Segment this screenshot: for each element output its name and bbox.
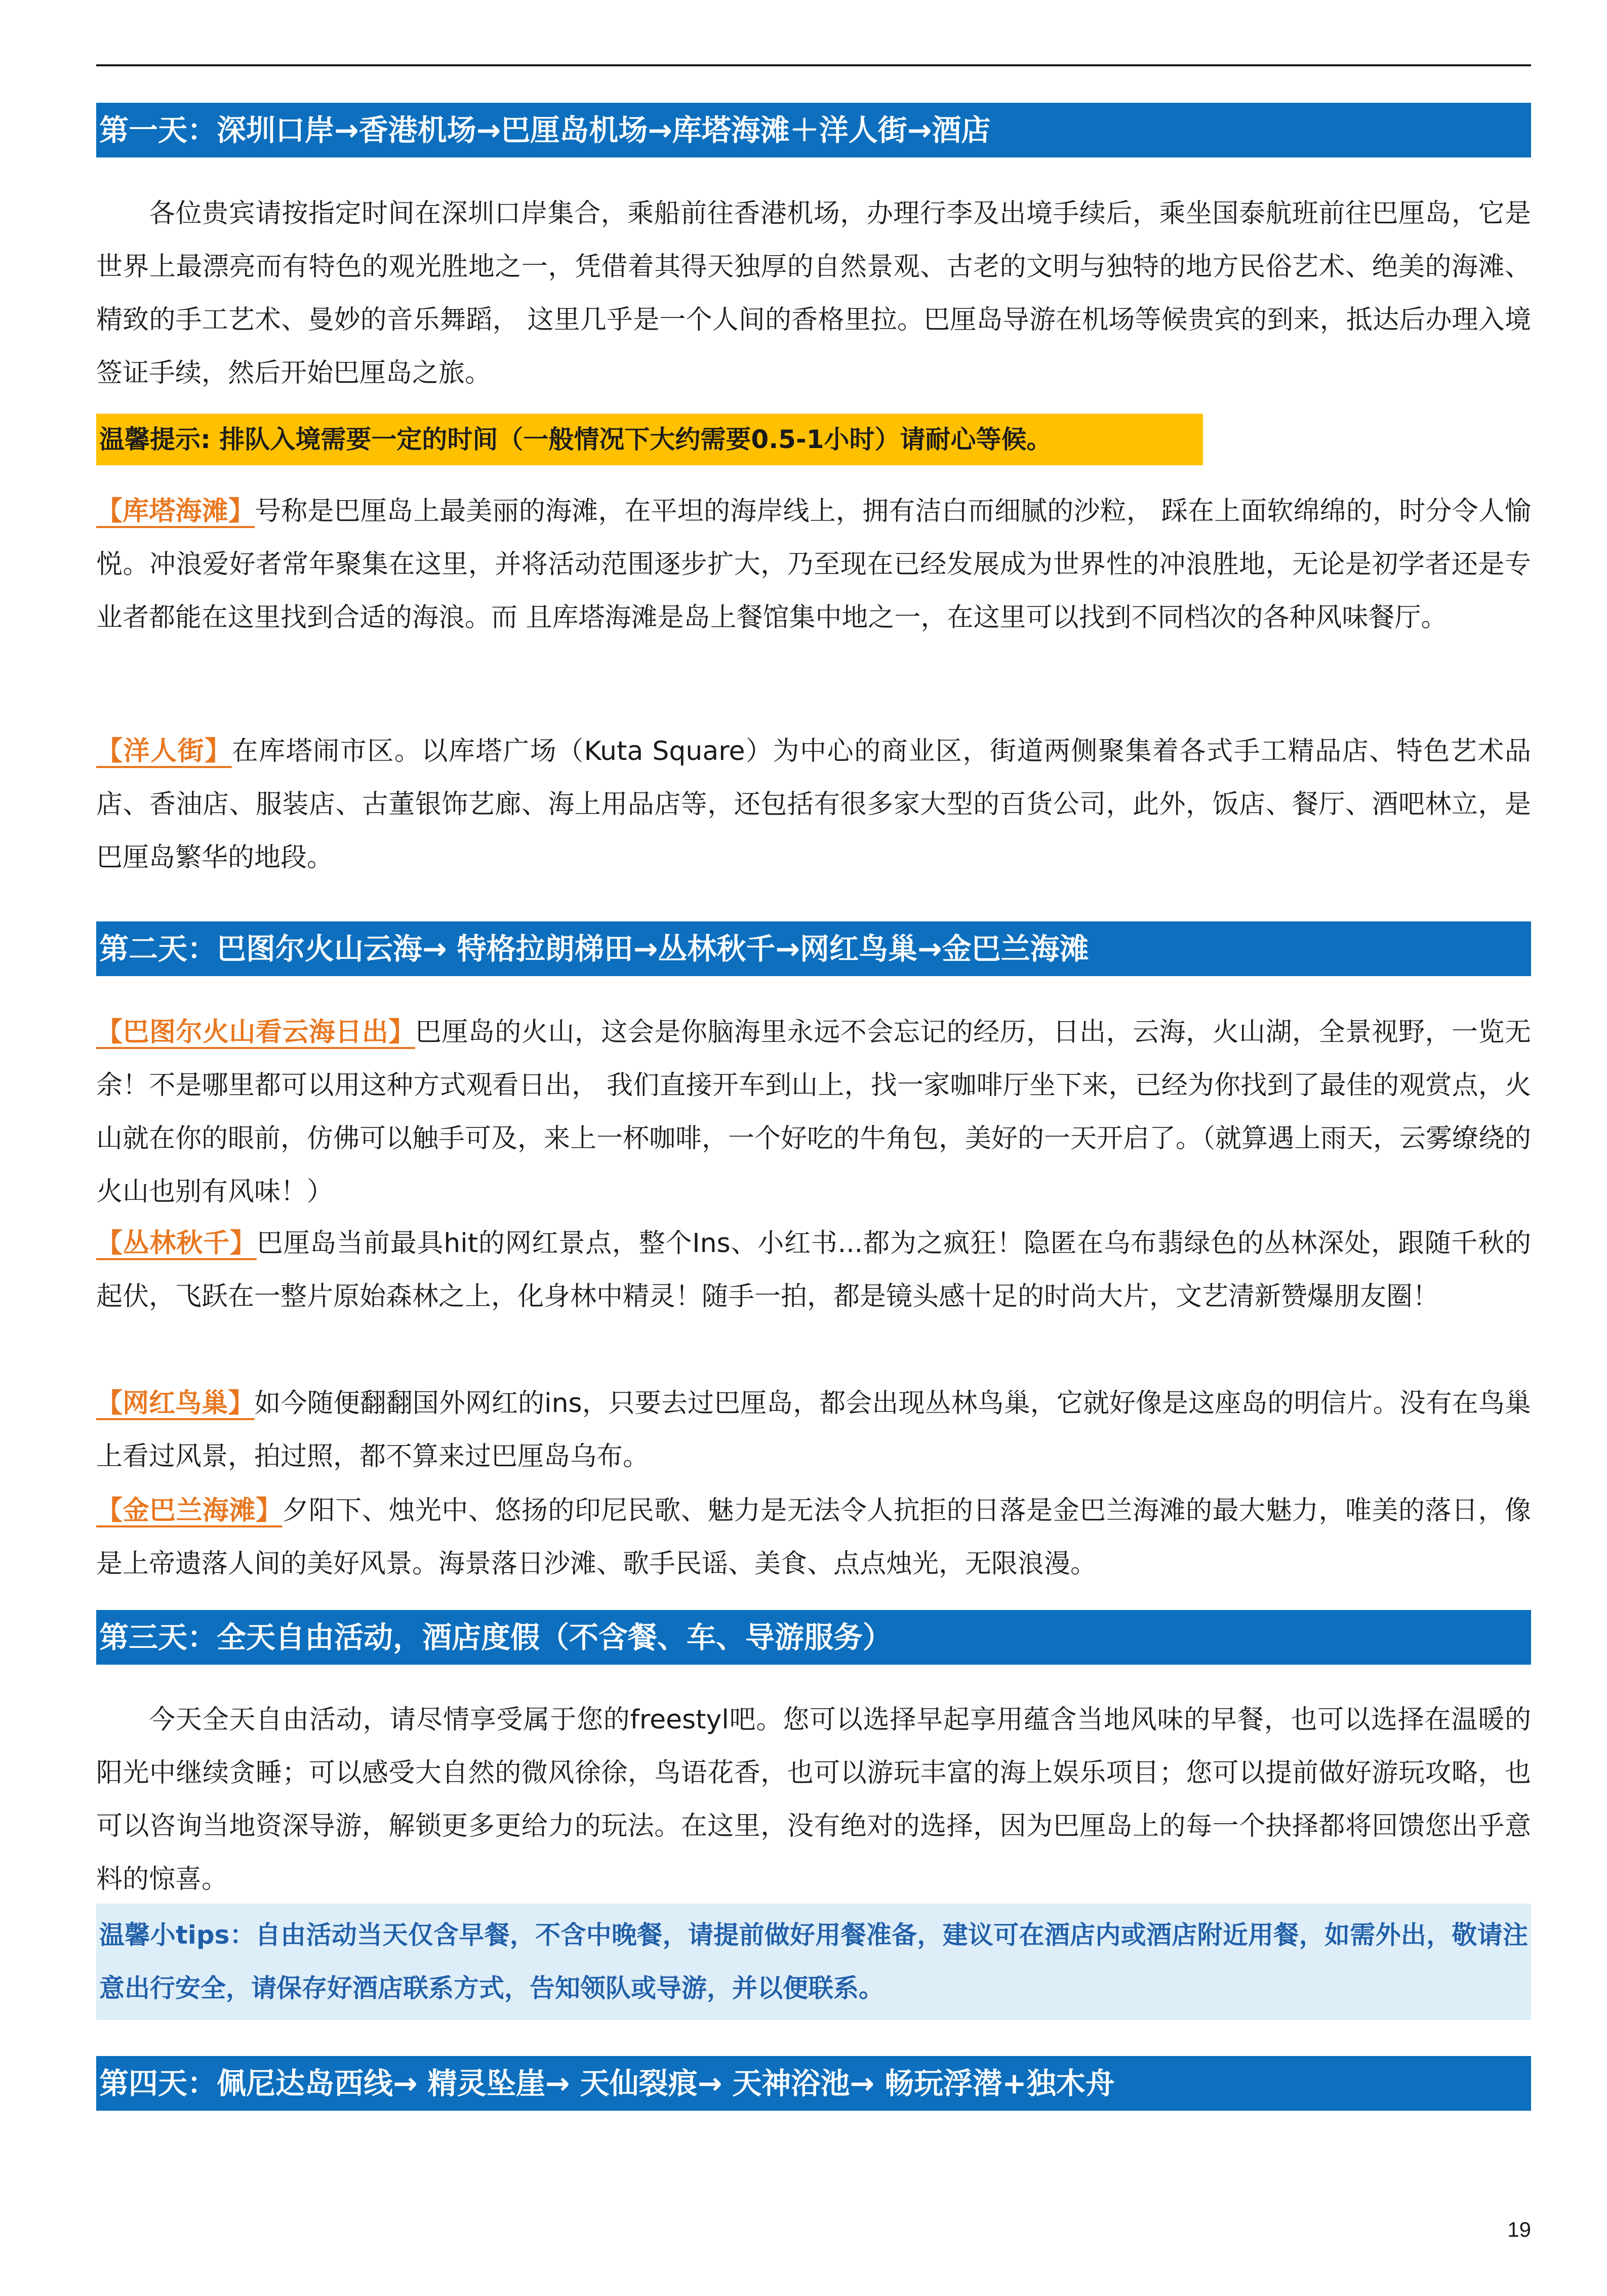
spot-tag: 【洋人街】	[96, 736, 232, 767]
day1-spot-kuta	[96, 485, 1531, 645]
spot-text: 如今随便翻翻国外网红的ins，只要去过巴厘岛，都会出现丛林鸟巢，它就好像是这座岛的明信片。没有在鸟巢上看过风景，拍过照，都不算来过巴厘岛乌布。	[96, 1388, 1531, 1472]
day3-tip: 温馨小tips：自由活动当天仅含早餐，不含中晚餐，请提前做好用餐准备，建议可在酒店内或酒店附近用餐，如需外出，敬请注意出行安全，请保存好酒店联系方式，告知领队或导游，并以便联系。	[96, 1904, 1531, 2020]
spot-text: 夕阳下、烛光中、悠扬的印尼民歌、魅力是无法令人抗拒的日落是金巴兰海滩的最大魅力，唯美的落日，像是上帝遗落人间的美好风景。海景落日沙滩、歌手民谣、美食、点点烛光，无限浪漫。	[96, 1496, 1531, 1579]
page-number: 19	[1507, 2218, 1531, 2241]
day2-spot-jimbaran	[96, 1484, 1531, 1591]
spot-text: 巴厘岛当前最具hit的网红景点，整个Ins、小红书...都为之疯狂！隐匿在乌布翡绿色的丛林深处，跟随千秋的起伏，飞跃在一整片原始森林之上，化身林中精灵！随手一拍，都是镜头感十足的时尚大片，文艺清新赞爆朋友圈！	[96, 1228, 1531, 1312]
spot-tag: 【金巴兰海滩】	[96, 1496, 283, 1526]
spot-tag: 【巴图尔火山看云海日出】	[96, 1017, 415, 1048]
spot-tag: 【丛林秋千】	[96, 1228, 257, 1259]
day4-heading: 第四天：佩尼达岛西线→ 精灵坠崖→ 天仙裂痕→ 天神浴池→ 畅玩浮潜+独木舟	[96, 2056, 1531, 2111]
day1-heading: 第一天：深圳口岸→香港机场→巴厘岛机场→库塔海滩＋洋人街→酒店	[96, 103, 1531, 157]
day1-spot-legian	[96, 725, 1531, 884]
spot-text: 巴厘岛的火山，这会是你脑海里永远不会忘记的经历，日出，云海，火山湖，全景视野，一览无余！不是哪里都可以用这种方式观看日出， 我们直接开车到山上，找一家咖啡厅坐下来，已经为你找到了最佳的观赏点，火山就在你的眼前，仿佛可以触手可及，来上一杯咖啡，一个好吃的牛角包，美好的一天开启了。（就算遇上雨天，云雾缭绕的火山也别有风味！）	[96, 1017, 1532, 1207]
spot-tag: 【库塔海滩】	[96, 496, 255, 527]
spot-tag: 【网红鸟巢】	[96, 1388, 255, 1419]
day2-spot-swing	[96, 1217, 1531, 1323]
spot-text: 在库塔闹市区。以库塔广场（Kuta Square）为中心的商业区，街道两侧聚集着各式手工精品店、特色艺术品店、香油店、服装店、古董银饰艺廊、海上用品店等，还包括有很多家大型的百货公司，此外，饭店、餐厅、酒吧林立，是巴厘岛繁华的地段。	[96, 736, 1531, 873]
day2-spot-nest	[96, 1377, 1531, 1483]
day3-intro-text: 今天全天自由活动，请尽情享受属于您的freestyl吧。您可以选择早起享用蕴含当地风味的早餐，也可以选择在温暖的阳光中继续贪睡；可以感受大自然的微风徐徐，鸟语花香，也可以游玩丰富的海上娱乐项目；您可以提前做好游玩攻略，也可以咨询当地资深导游，解锁更多更给力的玩法。在这里，没有绝对的选择，因为巴厘岛上的每一个抉择都将回馈您出乎意料的惊喜。	[96, 1705, 1531, 1895]
day3-heading: 第三天：全天自由活动，酒店度假（不含餐、车、导游服务）	[96, 1610, 1531, 1665]
day2-spot-batur	[96, 1006, 1531, 1219]
day3-intro	[96, 1694, 1531, 1906]
day1-intro	[96, 187, 1531, 400]
day1-intro-text: 各位贵宾请按指定时间在深圳口岸集合，乘船前往香港机场，办理行李及出境手续后，乘坐国泰航班前往巴厘岛，它是世界上最漂亮而有特色的观光胜地之一，凭借着其得天独厚的自然景观、古老的文明与独特的地方民俗艺术、绝美的海滩、精致的手工艺术、曼妙的音乐舞蹈， 这里几乎是一个人间的香格里拉。巴厘岛导游在机场等候贵宾的到来，抵达后办理入境签证手续，然后开始巴厘岛之旅。	[96, 198, 1531, 388]
spot-text: 号称是巴厘岛上最美丽的海滩，在平坦的海岸线上，拥有洁白而细腻的沙粒， 踩在上面软绵绵的，时分令人愉悦。冲浪爱好者常年聚集在这里，并将活动范围逐步扩大，乃至现在已经发展成为世界性的冲浪胜地，无论是初学者还是专业者都能在这里找到合适的海浪。而 且库塔海滩是岛上餐馆集中地之一，在这里可以找到不同档次的各种风味餐厅。	[96, 496, 1531, 633]
day1-tip: 温馨提示: 排队入境需要一定的时间（一般情况下大约需要0.5-1小时）请耐心等候。	[96, 414, 1203, 465]
header-rule	[96, 64, 1531, 66]
day2-heading: 第二天：巴图尔火山云海→ 特格拉朗梯田→丛林秋千→网红鸟巢→金巴兰海滩	[96, 921, 1531, 976]
